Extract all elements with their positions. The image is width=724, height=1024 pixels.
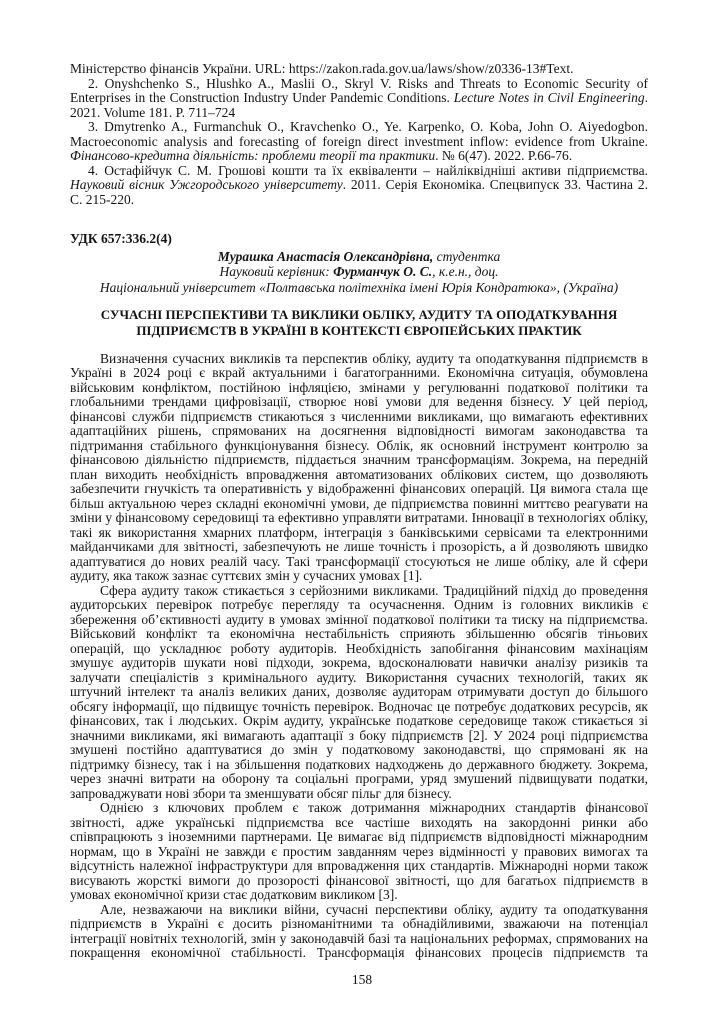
body-paragraph: Визначення сучасних викликів та перспектив обліку, аудиту та оподаткування підприємств в Україні в 2024 році є вкрай актуальними і багатогранними. Економічна ситуація, обумовлена військовим конфліктом, постійною інфляцією, змінами у регулюванні податкової політики та глобальними трендами цифровізації, створює нові умови для ведення бізнесу. У цей період, фінансові служби підприємств стикаються з численними викликами, що вимагають ефективних адаптаційних рішень, спрямованих на досягнення відповідності вимогам законодавства та підтримання стабільного функціонування бізнесу. Облік, як основний інструмент контролю за фінансовою діяльністю підприємств, піддається значним трансформаціям. Зокрема, на передній план виходить необхідність впровадження автоматизованих облікових систем, що дозволяють забезпечити гнучкість та оперативність у відображенні фінансових операцій. Ця вимога стала ще більш актуальною через складні економічні умови, де підприємства повинні миттєво реагувати на зміни у фінансовому середовищі та ефективно управляти витратами. Інновації в технологіях обліку, такі як використання хмарних платформ, інтеграція з банківськими сервісами та електронними майданчиками для звітності, забезпечують не лише точність і прозорість, а й дозволяють швидко адаптуватися до нових реалій часу. Такі трансформації стосуються не лише обліку, але й сфери аудиту, яка також зазнає суттєвих змін у сучасних умовах [1]. [70,350,648,584]
text-run: Науковий вісник Ужгородського університету [70,177,343,192]
text-run: . 2021. Volume 181. P. 711–724 [70,90,648,120]
author-line [70,280,648,296]
author-line [70,264,648,280]
text-run: Науковий керівник: [219,264,334,280]
text-run: Національний університет «Полтавська політехніка імені Юрія Кондратюка», (Україна) [99,280,619,296]
text-run: 4. Остафійчук С. М. Грошові кошти та їх еквіваленти – найліквідніші активи підприємства. [88,162,648,178]
page-content [70,62,648,961]
body-paragraph: Але, незважаючи на виклики війни, сучасні перспективи обліку, аудиту та оподаткування підприємств в Україні є досить різноманітними та обнадійливими, зважаючи на потенціал інтеграції новітніх технологій, змін у законодавчій базі та національних реформах, спрямованих на покращення економічної стабільності. Трансформація фінансових процесів підприємств та [70,901,648,961]
article-title: СУЧАСНІ ПЕРСПЕКТИВИ ТА ВИКЛИКИ ОБЛІКУ, АУДИТУ ТА ОПОДАТКУВАННЯ ПІДПРИЄМСТВ В УКРАЇНІ В КОНТЕКСТІ ЄВРОПЕЙСЬКИХ ПРАКТИК [100,306,618,338]
text-run: Міністерство фінансів України. URL: https://zakon.rada.gov.ua/laws/show/z0336-13#Text. [70,61,574,76]
reference-item [70,62,648,77]
author-block [70,249,648,296]
text-run: Фінансово-кредитна діяльність: проблеми теорії та практики [70,148,436,163]
reference-item [70,77,648,121]
body-paragraph: Однією з ключових проблем є також дотримання міжнародних стандартів фінансової звітності, адже українські підприємства все частіше виходять на закордонні ринки або співпрацюють з іноземними партнерами. Це вимагає від підприємств відповідності міжнародним нормам, що в Україні не завжди є простим завданням через відмінності у правових вимогах та відсутність належної інфраструктури для впровадження цих стандартів. Міжнародні норми також висувають жорсткі вимоги до прозорості фінансової звітності, що для багатьох підприємств в умовах економічної кризи стає додатковим викликом [3]. [70,800,648,903]
text-run: 3. Dmytrenko A., Furmanchuk O., Kravchenko O., Ye. Karpenko, O. Koba, John O. Aiyedogbon. Macroeconomic analysis and forecasting of foreign direct investment inflow: evidence from Ukraine. [70,119,648,149]
page-number: 158 [351,972,373,987]
reference-item [70,164,648,208]
text-run: Lecture Notes in Civil Engineering [453,90,645,105]
body-paragraph: Сфера аудиту також стикається з серйозними викликами. Традиційний підхід до проведення аудиторських перевірок потребує перегляду та осучаснення. Одним із головних викликів є збереження об’єктивності аудиту в умовах змінної податкової політики та тиску на підприємства. Військовий конфлікт та економічна нестабільність сприяють збільшенню обсягів тіньових операцій, що ускладнює роботу аудиторів. Необхідність запобігання фінансовим махінаціям змушує аудиторів шукати нові підходи, зокрема, вдосконалювати навички аналізу ризиків та залучати спеціалістів з кримінального аудиту. Використання сучасних технологій, таких як штучний інтелект та аналіз великих даних, дозволяє аудиторам отримувати доступ до більшого обсягу інформації, що підвищує точність перевірок. Водночас це потребує додаткових ресурсів, як фінансових, так і людських. Окрім аудиту, українське податкове середовище також стикається зі значними викликами, які вимагають адаптації з боку підприємств [2]. У 2024 році підприємства змушені постійно адаптуватися до змін у податковому законодавстві, що спрямовані як на підтримку бізнесу, так і на збільшення податкових надходжень до державного бюджету. Зокрема, через значні витрати на оборону та соціальні програми, уряд змушений підвищувати податки, запроваджувати нові збори та зменшувати обсяг пільг для бізнесу. [70,582,648,801]
text-run: 2. Onyshchenko S., Hlushko A., Maslii O., Skryl V. Risks and Threats to Economic Security of Enterprises in the Construction Industry Under Pandemic Conditions. [70,75,648,105]
text-run: студентка [433,248,501,264]
text-run: Мурашка Анастасія Олександрівна, [217,248,434,264]
text-run: . № 6(47). 2022. P.66-76. [435,148,573,163]
article-body [70,352,648,961]
reference-item [70,120,648,164]
text-run: . 2011. Серія Економіка. Спецвипуск 33. Частина 2. С. 215-220. [70,177,648,207]
udc-code: УДК 657:336.2(4) [70,231,172,246]
references-list [70,62,648,207]
text-run: , к.е.н., доц. [432,264,499,280]
author-line [70,249,648,265]
text-run: Фурманчук О. С. [333,264,433,280]
